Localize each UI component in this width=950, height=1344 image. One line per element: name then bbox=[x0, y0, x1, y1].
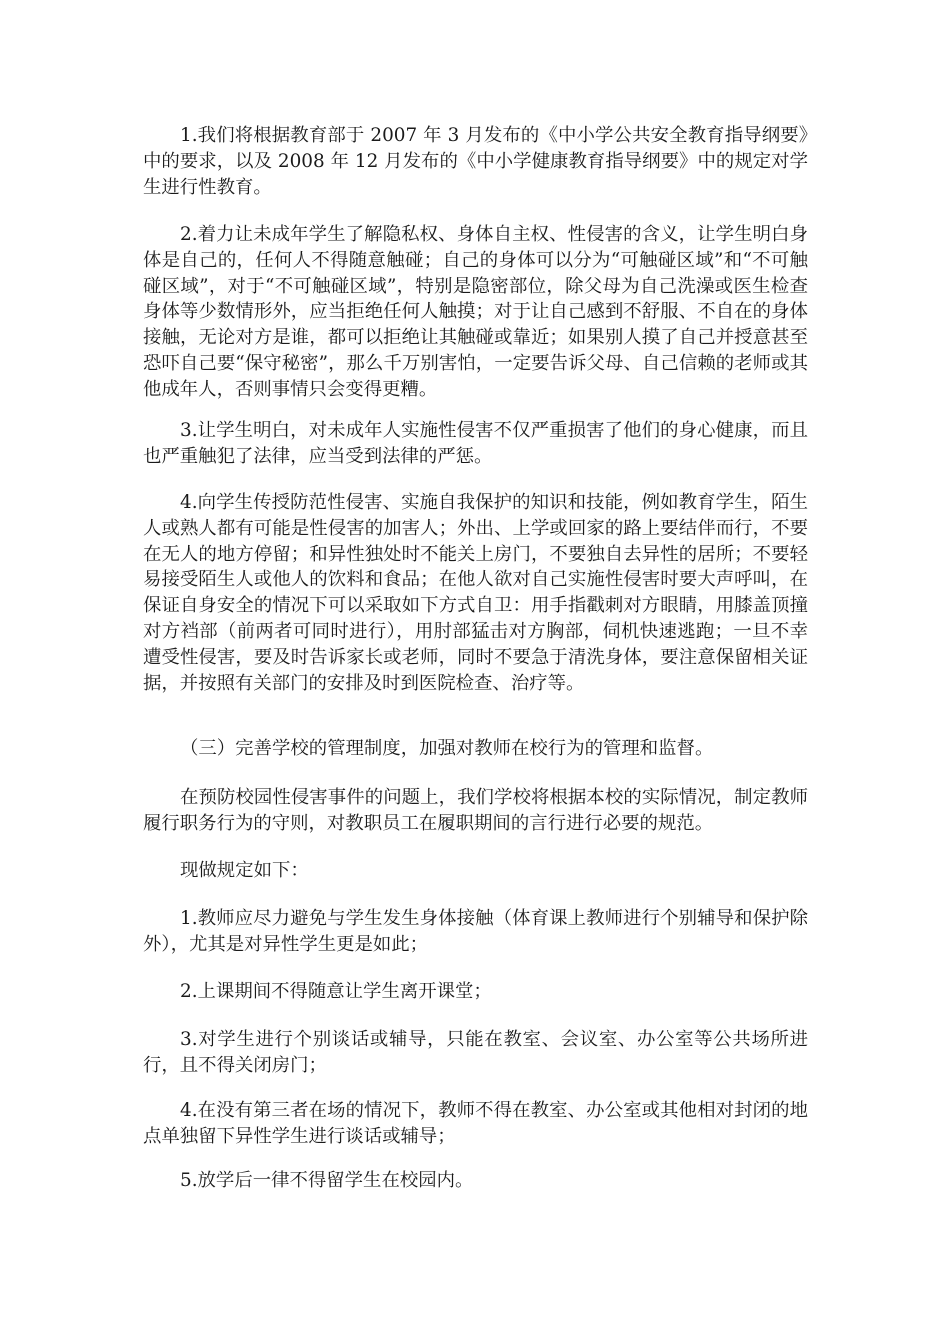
rule-item-1: 1.教师应尽力避免与学生发生身体接触（体育课上教师进行个别辅导和保护除外），尤其是对异性学生更是如此； bbox=[143, 908, 808, 955]
rule-item-5: 5.放学后一律不得留学生在校园内。 bbox=[180, 1170, 474, 1191]
rule-item-4: 4.在没有第三者在场的情况下，教师不得在教室、办公室或其他相对封闭的地点单独留下异性学生进行谈话或辅导； bbox=[143, 1100, 808, 1147]
paragraph-legal-awareness: 3.让学生明白，对未成年人实施性侵害不仅严重损害了他们的身心健康，而且也严重触犯了法律，应当受到法律的严惩。 bbox=[143, 420, 808, 467]
paragraph-sex-education-basis: 1.我们将根据教育部于 2007 年 3 月发布的《中小学公共安全教育指导纲要》中的要求，以及 2008 年 12 月发布的《中小学健康教育指导纲要》中的规定对学生进行性教育。 bbox=[143, 125, 808, 198]
paragraph-prevention-policy: 在预防校园性侵害事件的问题上，我们学校将根据本校的实际情况，制定教师履行职务行为的守则，对教职员工在履职期间的言行进行必要的规范。 bbox=[143, 787, 808, 834]
rule-item-2: 2.上课期间不得随意让学生离开课堂； bbox=[180, 981, 492, 1002]
paragraph-body-autonomy: 2.着力让未成年学生了解隐私权、身体自主权、性侵害的含义，让学生明白身体是自己的，任何人不得随意触碰；自己的身体可以分为“可触碰区域”和“不可触碰区域”，对于“不可触碰区域”，特别是隐密部位，除父母为自己洗澡或医生检查身体等少数情形外，应当拒绝任何人触摸；对于让自己感到不舒服、不自在的身体接触，无论对方是谁，都可以拒绝让其触碰或靠近；如果别人摸了自己并授意甚至恐吓自己要“保守秘密”，那么千万别害怕，一定要告诉父母、自己信赖的老师或其他成年人，否则事情只会变得更糟。 bbox=[143, 224, 808, 400]
paragraph-rules-intro: 现做规定如下： bbox=[180, 860, 309, 881]
paragraph-self-protection: 4.向学生传授防范性侵害、实施自我保护的知识和技能，例如教育学生，陌生人或熟人都有可能是性侵害的加害人；外出、上学或回家的路上要结伴而行，不要在无人的地方停留；和异性独处时不能关上房门，不要独自去异性的居所；不要轻易接受陌生人或他人的饮料和食品；在他人欲对自己实施性侵害时要大声呼叫，在保证自身安全的情况下可以采取如下方式自卫：用手指戳刺对方眼睛，用膝盖顶撞对方裆部（前两者可同时进行），用肘部猛击对方胸部，伺机快速逃跑；一旦不幸遭受性侵害，要及时告诉家长或老师，同时不要急于清洗身体，要注意保留相关证据，并按照有关部门的安排及时到医院检查、治疗等。 bbox=[143, 492, 808, 694]
section-heading-management: （三）完善学校的管理制度，加强对教师在校行为的管理和监督。 bbox=[180, 738, 714, 759]
rule-item-3: 3.对学生进行个别谈话或辅导，只能在教室、会议室、办公室等公共场所进行，且不得关闭房门； bbox=[143, 1029, 808, 1076]
